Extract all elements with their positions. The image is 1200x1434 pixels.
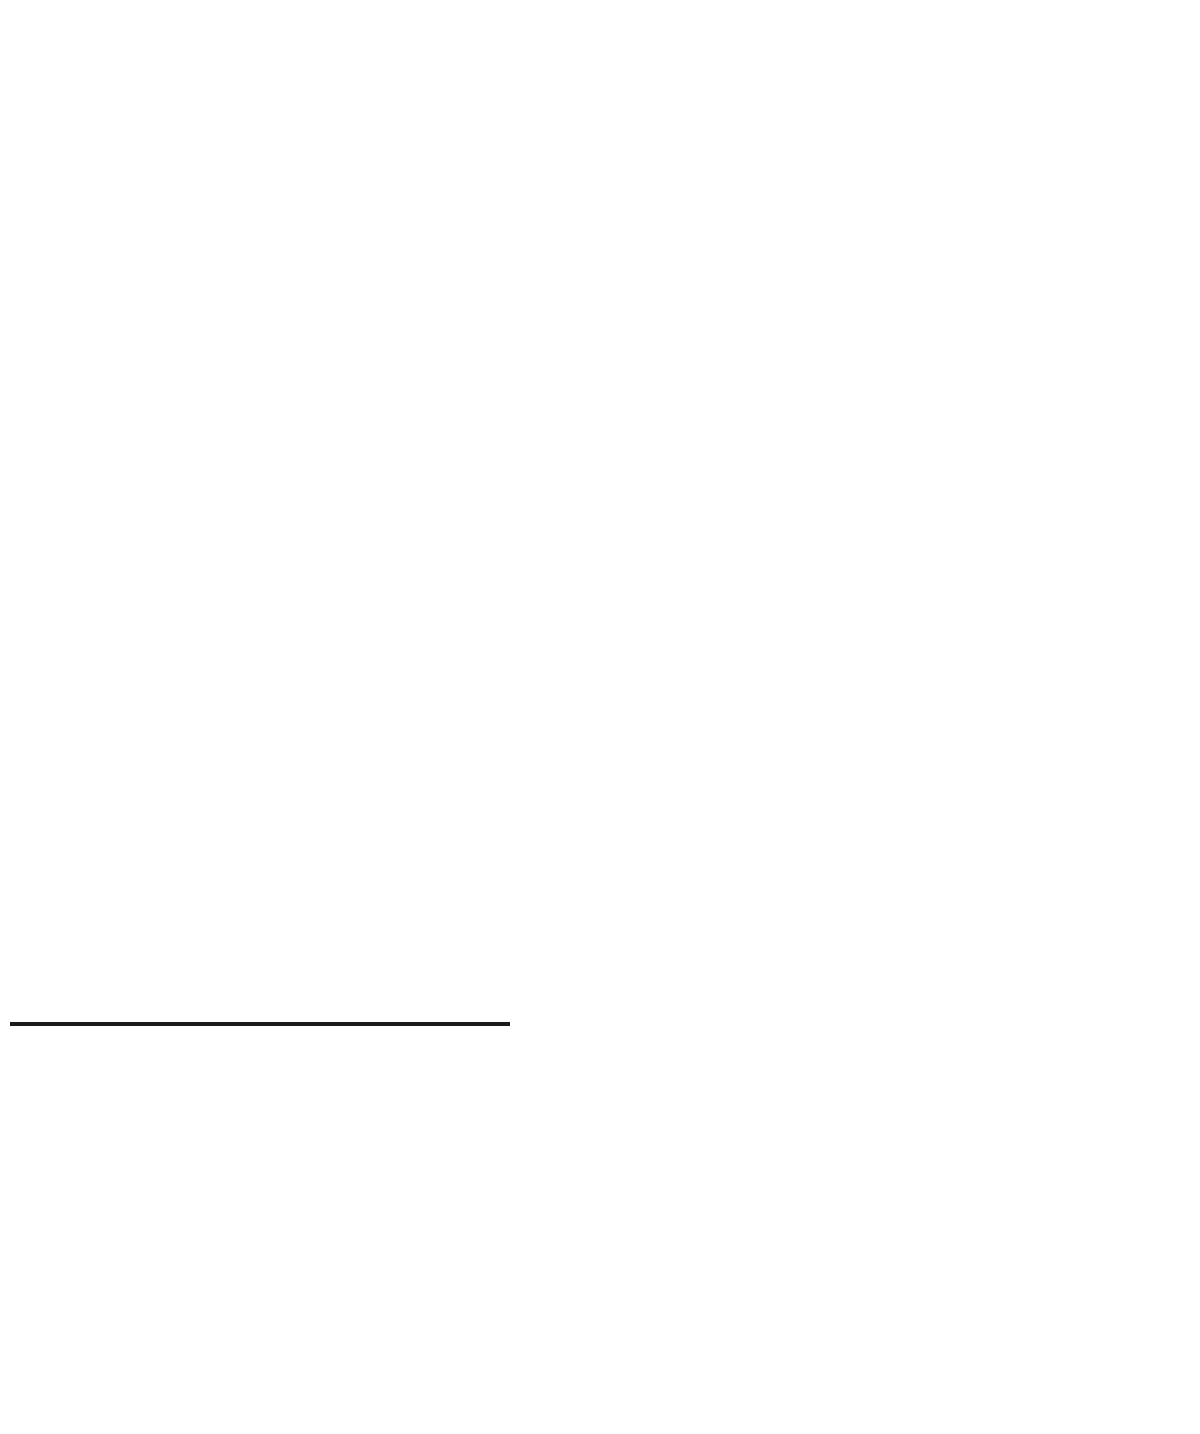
go-terms-bar-chart	[650, 622, 1200, 1022]
domain-dotplot	[0, 622, 650, 1022]
workflow-schematic	[0, 0, 560, 305]
motif-heatmap	[778, 345, 1200, 630]
protein-table	[10, 1022, 510, 1026]
subcellular-rose-chart	[315, 352, 780, 637]
spectra-bar-chart	[555, 0, 960, 355]
rsd-boxplot	[965, 0, 1200, 335]
updown-bar-chart	[0, 352, 340, 642]
pathway-dotplot	[540, 1018, 1200, 1434]
